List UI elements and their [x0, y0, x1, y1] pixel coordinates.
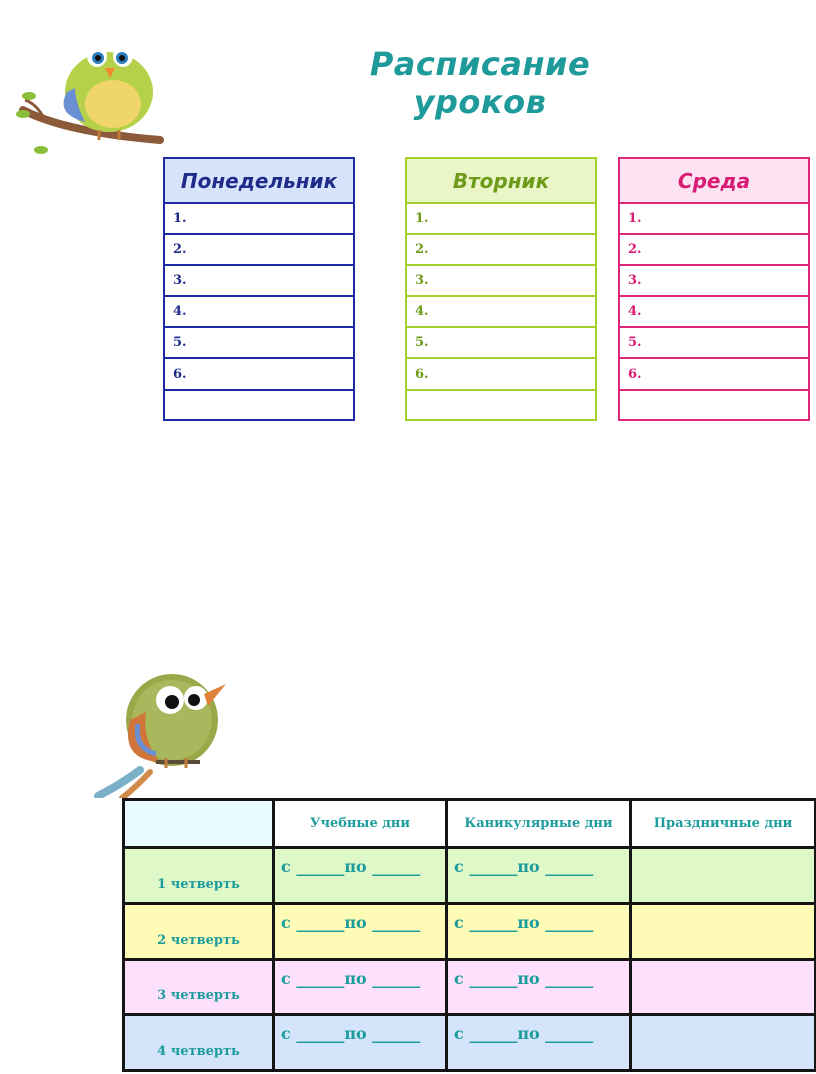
- term-label: 1 четверть: [124, 848, 274, 904]
- holiday-days-cell[interactable]: с ______по ______: [447, 903, 631, 959]
- holiday-days-cell[interactable]: с ______по ______: [447, 959, 631, 1015]
- monday-card: [163, 157, 355, 421]
- lesson-line[interactable]: 6.: [407, 359, 595, 390]
- lesson-line[interactable]: [407, 391, 595, 422]
- day-title-wednesday: Среда: [620, 159, 808, 204]
- lesson-line[interactable]: 2.: [165, 235, 353, 266]
- lesson-line[interactable]: 5.: [165, 328, 353, 359]
- fluffy-bird-illustration: [80, 650, 230, 798]
- day-title-tuesday: Вторник: [407, 159, 595, 204]
- term-label: 4 четверть: [124, 1015, 274, 1071]
- table-row: [124, 903, 816, 959]
- festive-days-cell[interactable]: [631, 959, 816, 1015]
- lesson-line[interactable]: [620, 391, 808, 422]
- page-title: Расписание уроков: [369, 45, 591, 121]
- festive-days-cell[interactable]: [631, 903, 816, 959]
- festive-days-cell[interactable]: [631, 1015, 816, 1071]
- lesson-line[interactable]: 3.: [620, 266, 808, 297]
- lesson-line[interactable]: 5.: [620, 328, 808, 359]
- day-title-monday: Понедельник: [165, 159, 353, 204]
- lesson-line[interactable]: 3.: [165, 266, 353, 297]
- header-study-days: Учебные дни: [274, 800, 447, 848]
- table-row: [124, 848, 816, 904]
- table-row: [124, 1015, 816, 1071]
- tuesday-card: [405, 157, 597, 421]
- table-row: [124, 959, 816, 1015]
- lesson-line[interactable]: 6.: [165, 359, 353, 390]
- lesson-line[interactable]: 2.: [620, 235, 808, 266]
- header-holiday-days: Каникулярные дни: [447, 800, 631, 848]
- lesson-line[interactable]: 1.: [165, 204, 353, 235]
- holiday-days-cell[interactable]: с ______по ______: [447, 848, 631, 904]
- term-label: 2 четверть: [124, 903, 274, 959]
- study-days-cell[interactable]: с ______по ______: [274, 903, 447, 959]
- lesson-line[interactable]: [165, 391, 353, 422]
- study-days-cell[interactable]: с ______по ______: [274, 1015, 447, 1071]
- bird-on-branch-illustration: [15, 22, 165, 162]
- lesson-line[interactable]: 3.: [407, 266, 595, 297]
- study-days-cell[interactable]: с ______по ______: [274, 848, 447, 904]
- festive-days-cell[interactable]: [631, 848, 816, 904]
- lesson-line[interactable]: 5.: [407, 328, 595, 359]
- study-days-cell[interactable]: с ______по ______: [274, 959, 447, 1015]
- holiday-days-cell[interactable]: с ______по ______: [447, 1015, 631, 1071]
- lesson-line[interactable]: 4.: [165, 297, 353, 328]
- lesson-line[interactable]: 4.: [407, 297, 595, 328]
- school-terms-table: [122, 798, 816, 1072]
- lesson-line[interactable]: 6.: [620, 359, 808, 390]
- table-header-corner: [124, 800, 274, 848]
- lesson-line[interactable]: 4.: [620, 297, 808, 328]
- header-festive-days: Праздничные дни: [631, 800, 816, 848]
- wednesday-card: [618, 157, 810, 421]
- lesson-line[interactable]: 2.: [407, 235, 595, 266]
- lesson-line[interactable]: 1.: [620, 204, 808, 235]
- lesson-line[interactable]: 1.: [407, 204, 595, 235]
- term-label: 3 четверть: [124, 959, 274, 1015]
